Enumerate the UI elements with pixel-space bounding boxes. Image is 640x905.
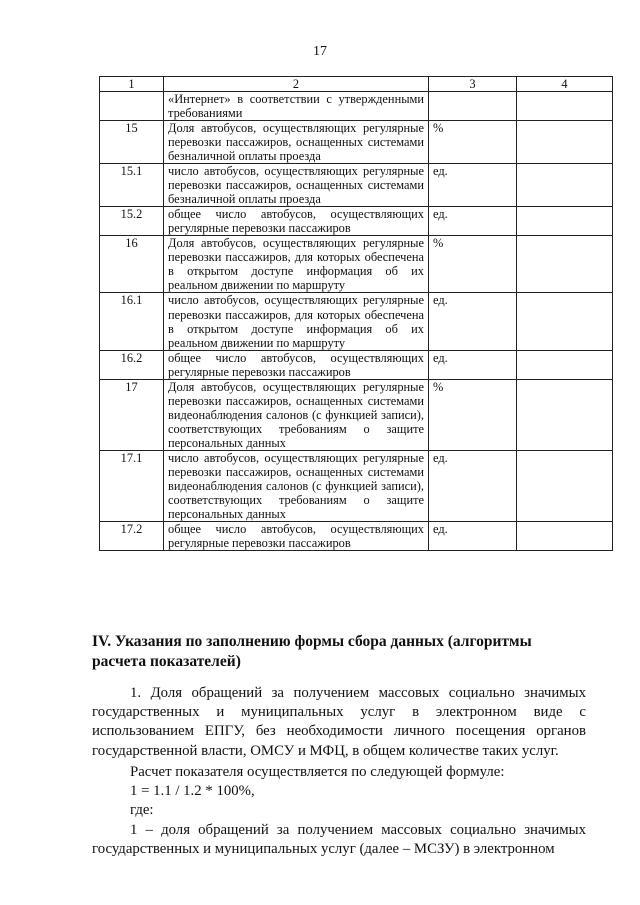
table-row [100, 293, 613, 350]
row-description-cell: общее число автобусов, осуществляющих регулярные перевозки пассажиров [164, 207, 429, 236]
row-value-cell [517, 121, 613, 164]
paragraph-formula-intro: Расчет показателя осуществляется по следующей формуле: [130, 763, 505, 780]
row-number-cell: 16 [100, 236, 164, 293]
row-number-cell [100, 92, 164, 121]
row-number-cell: 15.1 [100, 164, 164, 207]
row-value-cell [517, 293, 613, 350]
row-number-cell: 17 [100, 379, 164, 450]
row-number-cell: 15 [100, 121, 164, 164]
page-number: 17 [313, 44, 327, 59]
table-row [100, 121, 613, 164]
indicators-table [99, 76, 613, 551]
table-row [100, 350, 613, 379]
row-description-cell: число автобусов, осуществляющих регулярные перевозки пассажиров, для которых обеспечена в открытом доступе информация об их реальном движении по маршруту [164, 293, 429, 350]
row-number-cell: 16.2 [100, 350, 164, 379]
row-number-cell: 15.2 [100, 207, 164, 236]
row-value-cell [517, 207, 613, 236]
row-value-cell [517, 164, 613, 207]
table-row [100, 92, 613, 121]
row-unit-cell: ед. [429, 164, 517, 207]
row-unit-cell [429, 92, 517, 121]
row-unit-cell: % [429, 379, 517, 450]
paragraph-where: где: [130, 802, 154, 819]
header-cell-4: 4 [517, 77, 613, 92]
row-description-cell: Доля автобусов, осуществляющих регулярные перевозки пассажиров, оснащенных системами видеонаблюдения салонов (с функцией записи), соответствующих требованиям о защите персональных данных [164, 379, 429, 450]
row-unit-cell: ед. [429, 350, 517, 379]
paragraph-definition: 1 – доля обращений за получением массовых социально значимых государственных и муниципальных услуг (далее – МСЗУ) в электронном [92, 821, 586, 857]
row-number-cell: 17.2 [100, 521, 164, 550]
header-cell-2: 2 [164, 77, 429, 92]
row-unit-cell: % [429, 121, 517, 164]
row-value-cell [517, 350, 613, 379]
row-unit-cell: ед. [429, 521, 517, 550]
row-description-cell: число автобусов, осуществляющих регулярные перевозки пассажиров, оснащенных системами безналичной оплаты проезда [164, 164, 429, 207]
header-cell-1: 1 [100, 77, 164, 92]
row-unit-cell: ед. [429, 450, 517, 521]
row-unit-cell: ед. [429, 293, 517, 350]
paragraph-formula: 1 = 1.1 / 1.2 * 100%, [130, 783, 255, 800]
section-title: IV. Указания по заполнению формы сбора данных (алгоритмы расчета показателей) [92, 633, 532, 671]
header-cell-3: 3 [429, 77, 517, 92]
row-value-cell [517, 521, 613, 550]
row-value-cell [517, 450, 613, 521]
row-description-cell: Доля автобусов, осуществляющих регулярные перевозки пассажиров, оснащенных системами безналичной оплаты проезда [164, 121, 429, 164]
row-description-cell: общее число автобусов, осуществляющих регулярные перевозки пассажиров [164, 521, 429, 550]
row-value-cell [517, 236, 613, 293]
table-row [100, 236, 613, 293]
table-row [100, 450, 613, 521]
row-description-cell: число автобусов, осуществляющих регулярные перевозки пассажиров, оснащенных системами видеонаблюдения салонов (с функцией записи), соответствующих требованиям о защите персональных данных [164, 450, 429, 521]
table-row [100, 521, 613, 550]
section-body [92, 684, 586, 859]
row-unit-cell: % [429, 236, 517, 293]
table-header-row [100, 77, 613, 92]
row-number-cell: 16.1 [100, 293, 164, 350]
row-description-cell: Доля автобусов, осуществляющих регулярные перевозки пассажиров, для которых обеспечена в открытом доступе информация об их реальном движении по маршруту [164, 236, 429, 293]
row-number-cell: 17.1 [100, 450, 164, 521]
table-row [100, 207, 613, 236]
paragraph-1: 1. Доля обращений за получением массовых социально значимых государственных и муниципальных услуг в электронном виде с использованием ЕПГУ, без необходимости личного посещения органов государственной власти, ОМСУ и МФЦ, в общем количестве таких услуг. [92, 685, 586, 759]
row-unit-cell: ед. [429, 207, 517, 236]
table-row [100, 379, 613, 450]
row-value-cell [517, 379, 613, 450]
table-row [100, 164, 613, 207]
row-value-cell [517, 92, 613, 121]
row-description-cell: общее число автобусов, осуществляющих регулярные перевозки пассажиров [164, 350, 429, 379]
row-description-cell: «Интернет» в соответствии с утвержденными требованиями [164, 92, 429, 121]
